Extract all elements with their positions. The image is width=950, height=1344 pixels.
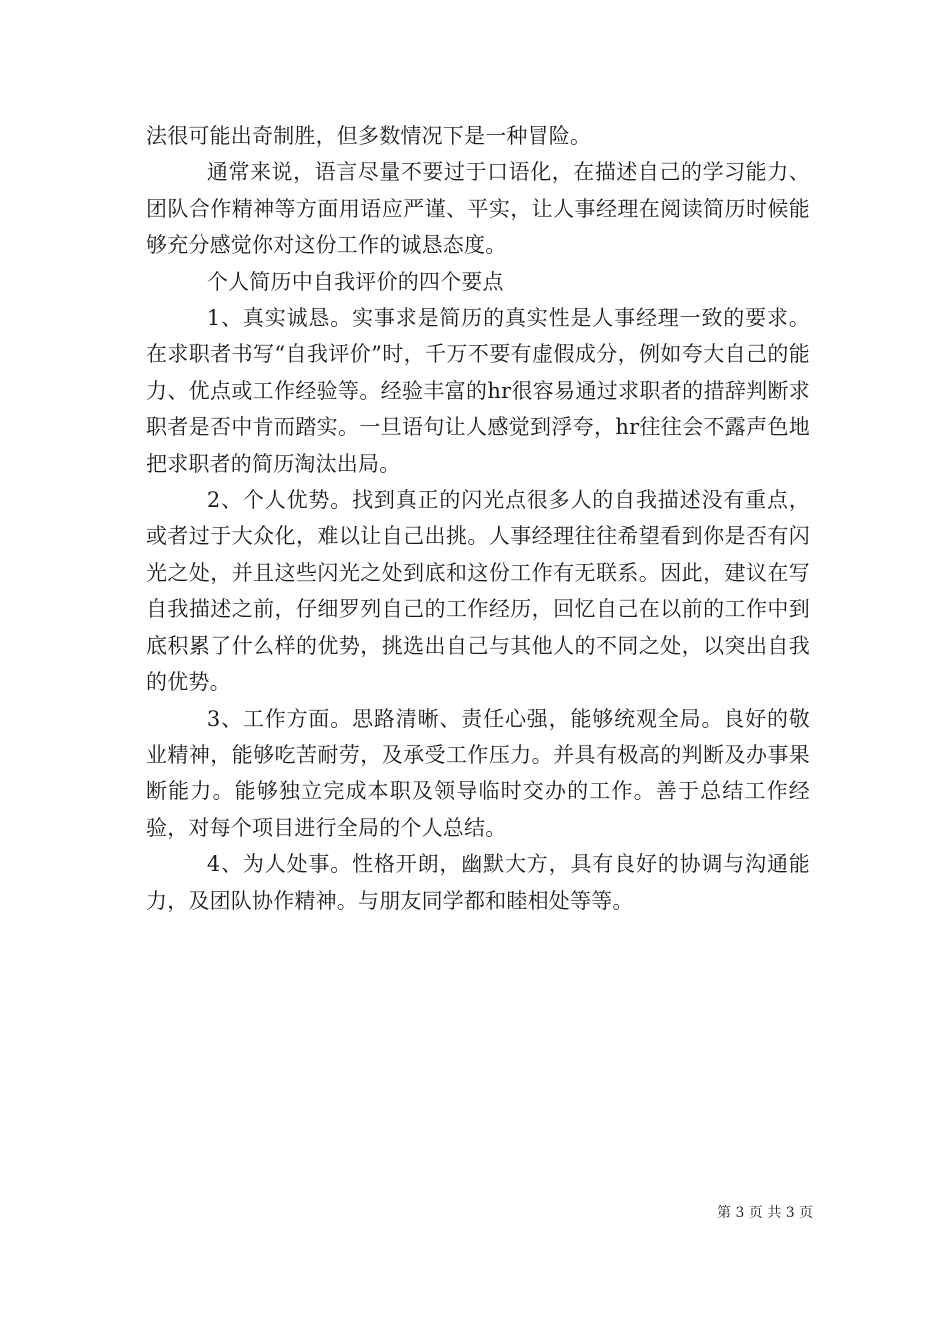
section-heading: 个人简历中自我评价的四个要点 — [206, 269, 504, 294]
paragraph-point-1: 1、真实诚恳。实事求是简历的真实性是人事经理一致的要求。在求职者书写“自我评价”时，千万不要有虚假成分，例如夸大自己的能力、优点或工作经验等。经验丰富的hr很容易通过求职者的措辞判断求职者是否中肯而踏实。一旦语句让人感觉到浮夸，hr往往会不露声色地把求职者的简历淘汰出局。 — [146, 306, 810, 476]
paragraph-continuation: 法很可能出奇制胜，但多数情况下是一种冒险。 — [146, 124, 592, 148]
paragraph-language-advice: 通常来说，语言尽量不要过于口语化，在描述自己的学习能力、团队合作精神等方面用语应严谨、平实，让人事经理在阅读简历时候能够充分感觉你对这份工作的诚恳态度。 — [146, 160, 810, 258]
paragraph-point-2: 2、个人优势。找到真正的闪光点很多人的自我描述没有重点，或者过于大众化，难以让自己出挑。人事经理往往希望看到你是否有闪光之处，并且这些闪光之处到底和这份工作有无联系。因此，建议在写自我描述之前，仔细罗列自己的工作经历，回忆自己在以前的工作中到底积累了什么样的优势，挑选出自己与其他人的不同之处，以突出自我的优势。 — [146, 488, 810, 695]
paragraph-point-4: 4、为人处事。性格开朗，幽默大方，具有良好的协调与沟通能力，及团队协作精神。与朋友同学都和睦相处等等。 — [146, 852, 810, 913]
page-number-footer: 第 3 页 共 3 页 — [717, 1205, 814, 1221]
document-body — [146, 118, 810, 919]
paragraph-point-3: 3、工作方面。思路清晰、责任心强，能够统观全局。良好的敬业精神，能够吃苦耐劳，及承受工作压力。并具有极高的判断及办事果断能力。能够独立完成本职及领导临时交办的工作。善于总结工作经验，对每个项目进行全局的个人总结。 — [146, 706, 810, 840]
